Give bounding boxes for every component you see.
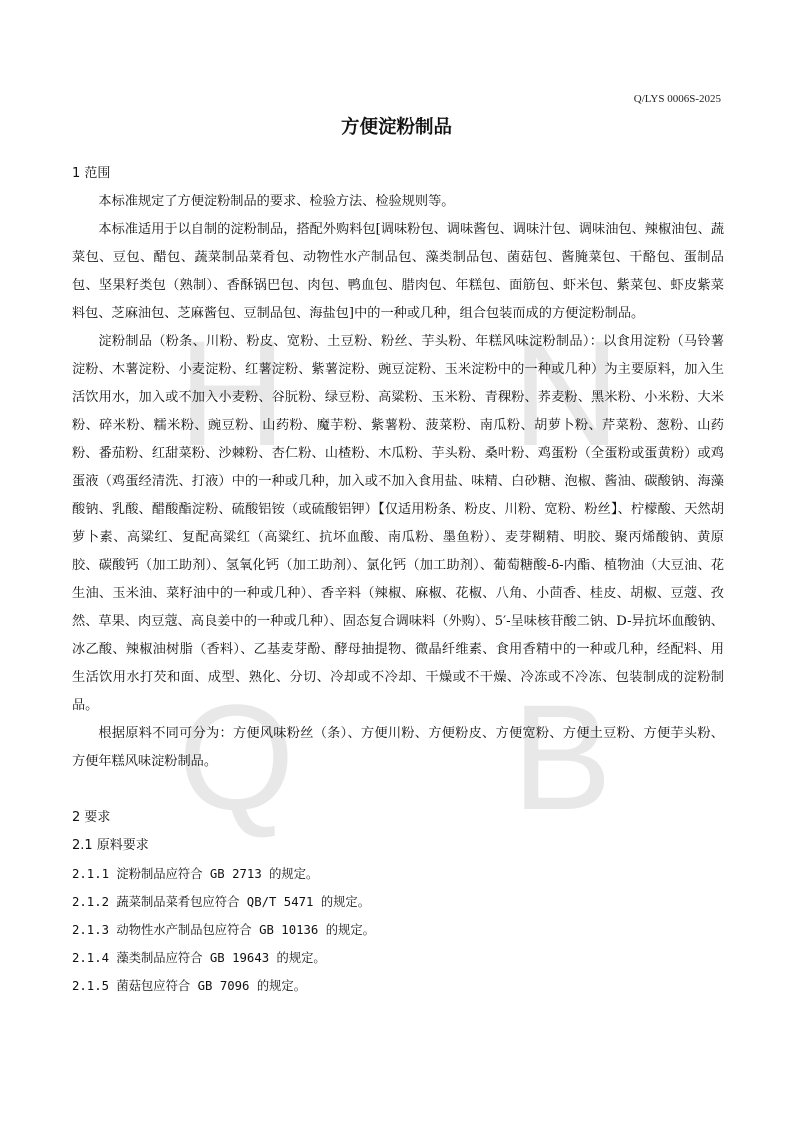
- watermark-letter-h: H: [178, 309, 287, 477]
- watermark-letter-n: N: [512, 309, 621, 477]
- document-title: 方便淀粉制品: [340, 117, 452, 138]
- requirement-item: 2.1.4 藻类制品应符合 GB 19643 的规定。: [72, 951, 326, 965]
- requirement-item: 2.1.1 淀粉制品应符合 GB 2713 的规定。: [72, 867, 319, 881]
- requirement-item: 2.1.2 蔬菜制品菜肴包应符合 QB/T 5471 的规定。: [72, 895, 371, 909]
- section-1-heading: 1 范围: [72, 166, 111, 181]
- scope-paragraph-4: 根据原料不同可分为：方便风味粉丝（条）、方便川粉、方便粉皮、方便宽粉、方便土豆粉、方便芋头粉、方便年糕风味淀粉制品。: [72, 726, 724, 769]
- scope-paragraph-2: 本标准适用于以自制的淀粉制品，搭配外购料包[调味粉包、调味酱包、调味汁包、调味油包、辣椒油包、蔬菜包、豆包、醋包、蔬菜制品菜肴包、动物性水产制品包、藻类制品包、菌菇包、酱腌菜包、干酪包、蛋制品包、坚果籽类包（熟制）、香酥锅巴包、肉包、鸭血包、腊肉包、年糕包、面筋包、虾米包、紫菜包、虾皮紫菜料包、芝麻油包、芝麻酱包、豆制品包、海盐包]中的一种或几种，组合包装而成的方便淀粉制品。: [72, 222, 724, 321]
- section-spacer: [72, 776, 724, 804]
- section-2-1-heading: 2.1 原料要求: [72, 838, 149, 853]
- section-2-heading: 2 要求: [72, 810, 111, 825]
- watermark-letter-b: B: [512, 673, 613, 841]
- standard-code: Q/LYS 0006S-2025: [633, 93, 721, 105]
- watermark-letter-q: Q: [178, 673, 295, 841]
- scope-paragraph-1: 本标准规定了方便淀粉制品的要求、检验方法、检验规则等。: [98, 194, 455, 209]
- document-body: [72, 160, 724, 1000]
- requirement-item: 2.1.3 动物性水产制品包应符合 GB 10136 的规定。: [72, 923, 375, 937]
- requirement-item: 2.1.5 菌菇包应符合 GB 7096 的规定。: [72, 979, 307, 993]
- scope-paragraph-3: 淀粉制品（粉条、川粉、粉皮、宽粉、土豆粉、粉丝、芋头粉、年糕风味淀粉制品）：以食用淀粉（马铃薯淀粉、木薯淀粉、小麦淀粉、红薯淀粉、紫薯淀粉、豌豆淀粉、玉米淀粉中的一种或几种）为主要原料，加入生活饮用水，加入或不加入小麦粉、谷朊粉、绿豆粉、高粱粉、玉米粉、青稞粉、荞麦粉、黑米粉、小米粉、大米粉、碎米粉、糯米粉、豌豆粉、山药粉、魔芋粉、紫薯粉、菠菜粉、南瓜粉、胡萝卜粉、芹菜粉、葱粉、山药粉、番茄粉、红甜菜粉、沙棘粉、杏仁粉、山楂粉、木瓜粉、芋头粉、桑叶粉、鸡蛋粉（全蛋粉或蛋黄粉）或鸡蛋液（鸡蛋经清洗、打液）中的一种或几种，加入或不加入食用盐、味精、白砂糖、泡椒、酱油、碳酸钠、海藻酸钠、乳酸、醋酸酯淀粉、硫酸铝铵（或硫酸铝钾）【仅适用粉条、粉皮、川粉、宽粉、粉丝】、柠檬酸、天然胡萝卜素、高粱红、复配高粱红（高粱红、抗坏血酸、南瓜粉、墨鱼粉）、麦芽糊精、明胶、聚丙烯酸钠、黄原胶、碳酸钙（加工助剂）、氢氧化钙（加工助剂）、氯化钙（加工助剂）、葡萄糖酸-δ-内酯、植物油（大豆油、花生油、玉米油、菜籽油中的一种或几种）、香辛料（辣椒、麻椒、花椒、八角、小茴香、桂皮、胡椒、豆蔻、孜然、草果、肉豆蔻、高良姜中的一种或几种）、固态复合调味料（外购）、5′-呈味核苷酸二钠、D-异抗坏血酸钠、冰乙酸、辣椒油树脂（香料）、乙基麦芽酚、酵母抽提物、微晶纤维素、食用香精中的一种或几种，经配料、用生活饮用水打芡和面、成型、熟化、分切、冷却或不冷却、干燥或不干燥、冷冻或不冷冻、包装制成的淀粉制品。: [72, 334, 725, 713]
